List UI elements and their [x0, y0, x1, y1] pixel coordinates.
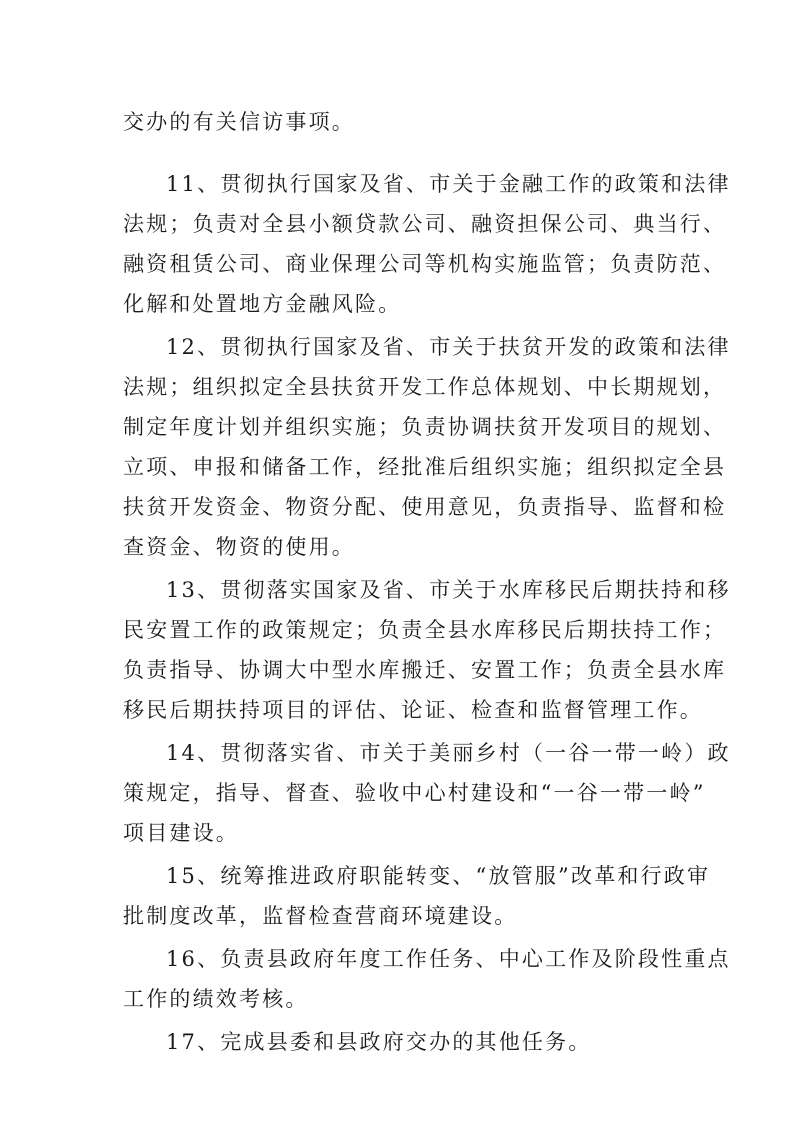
item-16-line: 16、负责县政府年度工作任务、中心工作及阶段性重点 [166, 947, 731, 971]
text-line: 策规定，指导、督查、验收中心村建设和“一谷一带一岭” [123, 781, 706, 805]
text-line: 负责指导、协调大中型水库搬迁、安置工作；负责全县水库 [123, 658, 727, 682]
text-line: 移民后期扶持项目的评估、论证、检查和监督管理工作。 [123, 698, 703, 722]
item-13-line: 13、贯彻落实国家及省、市关于水库移民后期扶持和移 [166, 578, 731, 602]
text-line: 工作的绩效考核。 [123, 987, 309, 1011]
text-line: 法规；组织拟定全县扶贫开发工作总体规划、中长期规划， [123, 375, 727, 399]
text-line: 制定年度计划并组织实施；负责协调扶贫开发项目的规划、 [123, 415, 727, 439]
text-line: 融资租赁公司、商业保理公司等机构实施监管；负责防范、 [123, 252, 727, 276]
text-line: 立项、申报和储备工作，经批准后组织实施；组织拟定全县 [123, 455, 727, 479]
item-11-line: 11、贯彻执行国家及省、市关于金融工作的政策和法律 [166, 172, 731, 196]
text-line: 化解和处置地方金融风险。 [123, 292, 402, 316]
text-line: 交办的有关信访事项。 [123, 110, 355, 134]
text-line: 法规；负责对全县小额贷款公司、融资担保公司、典当行、 [123, 212, 727, 236]
item-12-line: 12、贯彻执行国家及省、市关于扶贫开发的政策和法律 [166, 335, 731, 359]
text-line: 民安置工作的政策规定；负责全县水库移民后期扶持工作； [123, 618, 727, 642]
text-line: 扶贫开发资金、物资分配、使用意见，负责指导、监督和检 [123, 495, 727, 519]
item-17-line: 17、完成县委和县政府交办的其他任务。 [166, 1030, 592, 1054]
item-15-line: 15、统筹推进政府职能转变、“放管服”改革和行政审 [166, 864, 711, 888]
text-line: 项目建设。 [123, 821, 239, 845]
text-line: 查资金、物资的使用。 [123, 535, 355, 559]
text-line: 批制度改革，监督检查营商环境建设。 [123, 904, 518, 928]
item-14-line: 14、贯彻落实省、市关于美丽乡村（一谷一带一岭）政 [166, 741, 731, 765]
